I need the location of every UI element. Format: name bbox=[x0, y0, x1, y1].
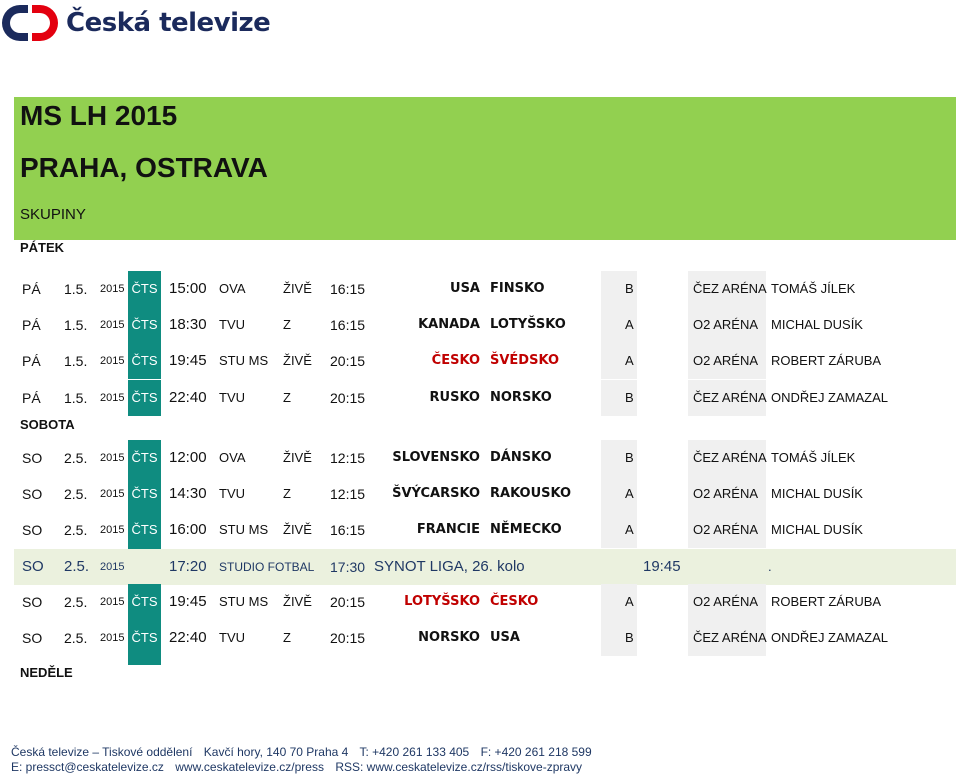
channel-cell: ČTS bbox=[131, 630, 158, 645]
group-cell: B bbox=[625, 390, 634, 405]
section-subtitle: SKUPINY bbox=[20, 206, 86, 223]
footer-email[interactable]: E: pressct@ceskatelevize.cz bbox=[11, 760, 164, 774]
venue-cell: ČEZ ARÉNA bbox=[693, 390, 767, 405]
year-cell: 2015 bbox=[100, 596, 125, 608]
live-cell: ŽIVĚ bbox=[283, 281, 312, 296]
home-team-cell: ČESKO bbox=[431, 353, 480, 368]
date-cell: 1.5. bbox=[64, 317, 88, 333]
program-cell: TVU bbox=[219, 486, 245, 501]
table-row-special bbox=[14, 549, 956, 585]
location-title: PRAHA, OSTRAVA bbox=[20, 152, 268, 183]
time-cell: 19:45 bbox=[169, 593, 207, 610]
footer-rss[interactable]: RSS: www.ceskatelevize.cz/rss/tiskove-zpravy bbox=[335, 760, 583, 774]
table-row bbox=[0, 307, 960, 343]
year-cell: 2015 bbox=[100, 319, 125, 331]
group-cell: A bbox=[625, 486, 634, 501]
venue-cell: ČEZ ARÉNA bbox=[693, 630, 767, 645]
day-cell: SO bbox=[22, 486, 43, 502]
start-time-cell: 12:15 bbox=[330, 486, 366, 502]
start-time-cell: 17:30 bbox=[330, 559, 366, 575]
table-row bbox=[0, 380, 960, 416]
footer-web[interactable]: www.ceskatelevize.cz/press bbox=[175, 760, 324, 774]
away-team-cell: RAKOUSKO bbox=[490, 486, 572, 501]
dot-cell: . bbox=[768, 559, 772, 574]
live-cell: ŽIVĚ bbox=[283, 594, 312, 609]
commentator-cell: TOMÁŠ JÍLEK bbox=[771, 281, 856, 296]
footer-fax: F: +420 261 218 599 bbox=[480, 745, 592, 759]
day-label-patek: PÁTEK bbox=[20, 240, 65, 255]
group-cell: B bbox=[625, 450, 634, 465]
channel-cell: ČTS bbox=[131, 522, 158, 537]
live-cell: Z bbox=[283, 486, 291, 501]
group-cell: A bbox=[625, 522, 634, 537]
time-cell: 16:00 bbox=[169, 521, 207, 538]
commentator-cell: ONDŘEJ ZAMAZAL bbox=[771, 630, 889, 645]
date-cell: 2.5. bbox=[64, 594, 88, 610]
program-cell: TVU bbox=[219, 390, 245, 405]
home-team-cell: KANADA bbox=[418, 317, 480, 332]
commentator-cell: ROBERT ZÁRUBA bbox=[771, 594, 882, 609]
day-cell: PÁ bbox=[22, 317, 41, 333]
away-team-cell: DÁNSKO bbox=[490, 450, 552, 465]
date-cell: 1.5. bbox=[64, 353, 88, 369]
table-row bbox=[0, 271, 960, 307]
group-cell: A bbox=[625, 317, 634, 332]
time-cell: 17:20 bbox=[169, 558, 207, 575]
channel-cell: ČTS bbox=[131, 390, 158, 405]
away-team-cell: NORSKO bbox=[490, 390, 552, 405]
live-cell: ŽIVĚ bbox=[283, 522, 312, 537]
year-cell: 2015 bbox=[100, 283, 125, 295]
group-cell: B bbox=[625, 630, 634, 645]
table-row bbox=[0, 620, 960, 656]
day-cell: SO bbox=[22, 522, 43, 538]
home-team-cell: USA bbox=[450, 281, 480, 296]
venue-cell: O2 ARÉNA bbox=[693, 353, 759, 368]
year-cell: 2015 bbox=[100, 632, 125, 644]
start-time-cell: 20:15 bbox=[330, 390, 366, 406]
commentator-cell: ROBERT ZÁRUBA bbox=[771, 353, 882, 368]
day-cell: SO bbox=[22, 594, 43, 610]
home-team-cell: FRANCIE bbox=[416, 522, 480, 537]
special-title-cell: SYNOT LIGA, 26. kolo bbox=[374, 558, 525, 575]
venue-cell: O2 ARÉNA bbox=[693, 522, 759, 537]
brand-name: Česká televize bbox=[66, 8, 271, 38]
live-cell: Z bbox=[283, 390, 291, 405]
group-cell: B bbox=[625, 281, 634, 296]
time-cell: 15:00 bbox=[169, 280, 207, 297]
date-cell: 1.5. bbox=[64, 281, 88, 297]
start-time-cell: 16:15 bbox=[330, 317, 366, 333]
table-row bbox=[0, 476, 960, 512]
away-team-cell: NĚMECKO bbox=[490, 522, 562, 537]
start-time-cell: 16:15 bbox=[330, 281, 366, 297]
day-cell: PÁ bbox=[22, 281, 41, 297]
start-time-cell: 20:15 bbox=[330, 630, 366, 646]
away-team-cell: LOTYŠSKO bbox=[490, 317, 566, 332]
day-cell: SO bbox=[22, 558, 44, 575]
live-cell: ŽIVĚ bbox=[283, 450, 312, 465]
start-time-cell: 12:15 bbox=[330, 450, 366, 466]
year-cell: 2015 bbox=[100, 392, 125, 404]
day-cell: SO bbox=[22, 450, 43, 466]
table-row bbox=[0, 512, 960, 548]
channel-cell: ČTS bbox=[131, 353, 158, 368]
year-cell: 2015 bbox=[100, 561, 125, 573]
footer-dept: Česká televize – Tiskové oddělení bbox=[11, 745, 193, 759]
venue-cell: O2 ARÉNA bbox=[693, 317, 759, 332]
time-cell: 12:00 bbox=[169, 449, 207, 466]
year-cell: 2015 bbox=[100, 524, 125, 536]
year-cell: 2015 bbox=[100, 452, 125, 464]
day-cell: PÁ bbox=[22, 390, 41, 406]
venue-cell: ČEZ ARÉNA bbox=[693, 281, 767, 296]
time-cell: 19:45 bbox=[169, 352, 207, 369]
program-cell: TVU bbox=[219, 630, 245, 645]
start-time-cell: 16:15 bbox=[330, 522, 366, 538]
day-label-nedele: NEDĚLE bbox=[20, 665, 73, 680]
footer-line-2 bbox=[11, 760, 590, 774]
program-cell: STU MS bbox=[219, 353, 269, 368]
date-cell: 1.5. bbox=[64, 390, 88, 406]
date-cell: 2.5. bbox=[64, 630, 88, 646]
date-cell: 2.5. bbox=[64, 450, 88, 466]
home-team-cell: LOTYŠSKO bbox=[404, 594, 480, 609]
home-team-cell: ŠVÝCARSKO bbox=[392, 486, 480, 501]
away-team-cell: ŠVÉDSKO bbox=[490, 353, 559, 368]
day-cell: PÁ bbox=[22, 353, 41, 369]
time-cell: 14:30 bbox=[169, 485, 207, 502]
venue-cell: O2 ARÉNA bbox=[693, 486, 759, 501]
commentator-cell: ONDŘEJ ZAMAZAL bbox=[771, 390, 889, 405]
footer-address: Kavčí hory, 140 70 Praha 4 bbox=[203, 745, 349, 759]
start-time-cell: 20:15 bbox=[330, 353, 366, 369]
day-label-sobota: SOBOTA bbox=[20, 417, 75, 432]
channel-cell: ČTS bbox=[131, 450, 158, 465]
table-row bbox=[0, 584, 960, 620]
table-row bbox=[0, 343, 960, 379]
time-cell: 22:40 bbox=[169, 629, 207, 646]
date-cell: 2.5. bbox=[64, 522, 88, 538]
home-team-cell: NORSKO bbox=[418, 630, 480, 645]
commentator-cell: MICHAL DUSÍK bbox=[771, 486, 863, 501]
live-cell: ŽIVĚ bbox=[283, 353, 312, 368]
footer-phone: T: +420 261 133 405 bbox=[359, 745, 470, 759]
venue-cell: O2 ARÉNA bbox=[693, 594, 759, 609]
live-cell: Z bbox=[283, 630, 291, 645]
group-cell: A bbox=[625, 594, 634, 609]
time-cell: 18:30 bbox=[169, 316, 207, 333]
home-team-cell: SLOVENSKO bbox=[392, 450, 480, 465]
program-cell: STU MS bbox=[219, 522, 269, 537]
start-time-cell: 20:15 bbox=[330, 594, 366, 610]
table-row bbox=[0, 440, 960, 476]
date-cell: 2.5. bbox=[64, 558, 90, 575]
commentator-cell: MICHAL DUSÍK bbox=[771, 317, 863, 332]
away-team-cell: FINSKO bbox=[490, 281, 545, 296]
commentator-cell: TOMÁŠ JÍLEK bbox=[771, 450, 856, 465]
channel-cell: ČTS bbox=[131, 594, 158, 609]
year-cell: 2015 bbox=[100, 488, 125, 500]
date-cell: 2.5. bbox=[64, 486, 88, 502]
year-cell: 2015 bbox=[100, 355, 125, 367]
time-cell: 22:40 bbox=[169, 389, 207, 406]
channel-cell: ČTS bbox=[131, 281, 158, 296]
program-cell: TVU bbox=[219, 317, 245, 332]
end-time-cell: 19:45 bbox=[643, 558, 681, 575]
group-cell: A bbox=[625, 353, 634, 368]
live-cell: Z bbox=[283, 317, 291, 332]
program-cell: OVA bbox=[219, 450, 246, 465]
day-cell: SO bbox=[22, 630, 43, 646]
program-cell: OVA bbox=[219, 281, 246, 296]
away-team-cell: USA bbox=[490, 630, 520, 645]
page-title: MS LH 2015 bbox=[20, 100, 178, 131]
away-team-cell: ČESKO bbox=[490, 594, 539, 609]
venue-cell: ČEZ ARÉNA bbox=[693, 450, 767, 465]
commentator-cell: MICHAL DUSÍK bbox=[771, 522, 863, 537]
channel-cell: ČTS bbox=[131, 486, 158, 501]
program-cell: STU MS bbox=[219, 594, 269, 609]
program-cell: STUDIO FOTBAL bbox=[219, 560, 315, 574]
channel-cell: ČTS bbox=[131, 317, 158, 332]
home-team-cell: RUSKO bbox=[429, 390, 480, 405]
footer-line-1 bbox=[11, 745, 600, 759]
